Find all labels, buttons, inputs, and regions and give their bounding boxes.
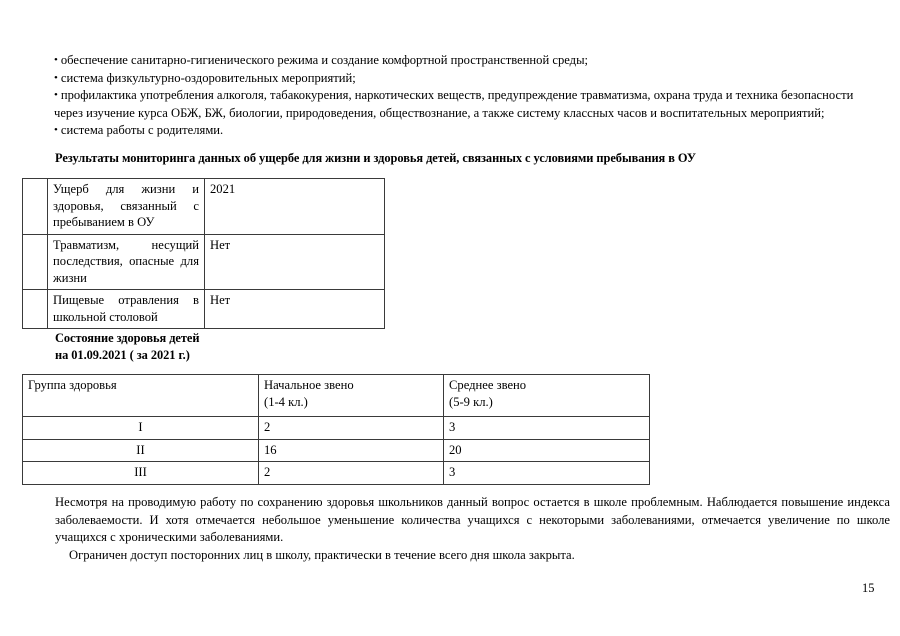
header-line-2: (1-4 кл.) (264, 394, 308, 409)
list-item-text: профилактика употребления алкоголя, табакокурения, наркотических веществ, предупреждение травматизма, охрана труда и техника безопасности (60, 88, 854, 103)
table-cell-middle: 20 (444, 439, 650, 462)
table-cell-primary: 16 (259, 439, 444, 462)
header-line-1: Группа здоровья (28, 378, 117, 392)
table-health-groups (22, 374, 650, 485)
table-cell-label: Ущерб для жизни и здоровья, связанный с пребыванием в ОУ (48, 179, 205, 235)
table-header-group (23, 375, 259, 417)
bullet-list (54, 52, 894, 140)
bullet-marker-icon: • (54, 54, 58, 66)
table-cell-primary: 2 (259, 417, 444, 440)
table-row (23, 417, 650, 440)
list-item-text: система физкультурно-оздоровительных мероприятий; (60, 70, 356, 85)
header-line-1: Начальное звено (264, 378, 354, 392)
table-header-middle (444, 375, 650, 417)
table-cell-group: II (23, 439, 259, 462)
bullet-marker-icon: • (54, 124, 58, 137)
table-cell-group: III (23, 462, 259, 485)
table-cell-primary: 2 (259, 462, 444, 485)
table-cell-value: 2021 (205, 179, 385, 235)
bullet-marker-icon: • (54, 71, 58, 84)
header-line-1: Среднее звено (449, 378, 527, 392)
page-number: 15 (862, 581, 875, 595)
bullet-marker-icon: • (54, 89, 58, 102)
table-header-row (23, 375, 650, 417)
heading-line-2: на 01.09.2021 ( за 2021 г.) (55, 348, 190, 362)
paragraph-summary: Несмотря на проводимую работу по сохранению здоровья школьников данный вопрос остается в школе проблемным. Наблюдается повышение индекса заболеваемости. И хотя отмечается небольшое уменьшение количества учащихся с некоторыми заболеваниями, отмечается увеличение по школе учащихся с хроническими заболеваниями. (55, 495, 890, 545)
table-row (23, 439, 650, 462)
header-line-2: (5-9 кл.) (449, 394, 493, 409)
closing-text (55, 494, 890, 564)
table-row (23, 234, 385, 290)
table-cell-gutter (23, 290, 48, 329)
table-cell-value: Нет (205, 290, 385, 329)
table-cell-middle: 3 (444, 462, 650, 485)
list-item (54, 87, 894, 105)
list-item (54, 70, 894, 88)
heading-line-1: Состояние здоровья детей (55, 331, 200, 345)
table-cell-label: Травматизм, несущий последствия, опасные для жизни (48, 234, 205, 290)
table-row (23, 462, 650, 485)
table-cell-group: I (23, 417, 259, 440)
table-cell-gutter (23, 234, 48, 290)
list-item-text: обеспечение санитарно-гигиенического режима и создание комфортной пространственной среды; (60, 53, 589, 67)
table-header-primary (259, 375, 444, 417)
table-row (23, 290, 385, 329)
list-item (54, 52, 894, 70)
table-row (23, 179, 385, 235)
section-heading-health-status (55, 330, 475, 364)
table-damage-to-life-and-health (22, 178, 385, 329)
section-heading-monitoring: Результаты мониторинга данных об ущербе для жизни и здоровья детей, связанных с условиями пребывания в ОУ (55, 151, 696, 165)
table-cell-middle: 3 (444, 417, 650, 440)
list-item (54, 122, 894, 140)
list-item-text: система работы с родителями. (60, 123, 224, 138)
table-cell-value: Нет (205, 234, 385, 290)
paragraph-access: Ограничен доступ посторонних лиц в школу, практически в течение всего дня школа закрыта. (69, 547, 575, 562)
list-item-continuation: через изучение курса ОБЖ, БЖ, биологии, природоведения, обществознание, а также систему классных часов и воспитательных мероприятий; (54, 105, 825, 120)
table-cell-gutter (23, 179, 48, 235)
table-cell-label: Пищевые отравления в школьной столовой (48, 290, 205, 329)
